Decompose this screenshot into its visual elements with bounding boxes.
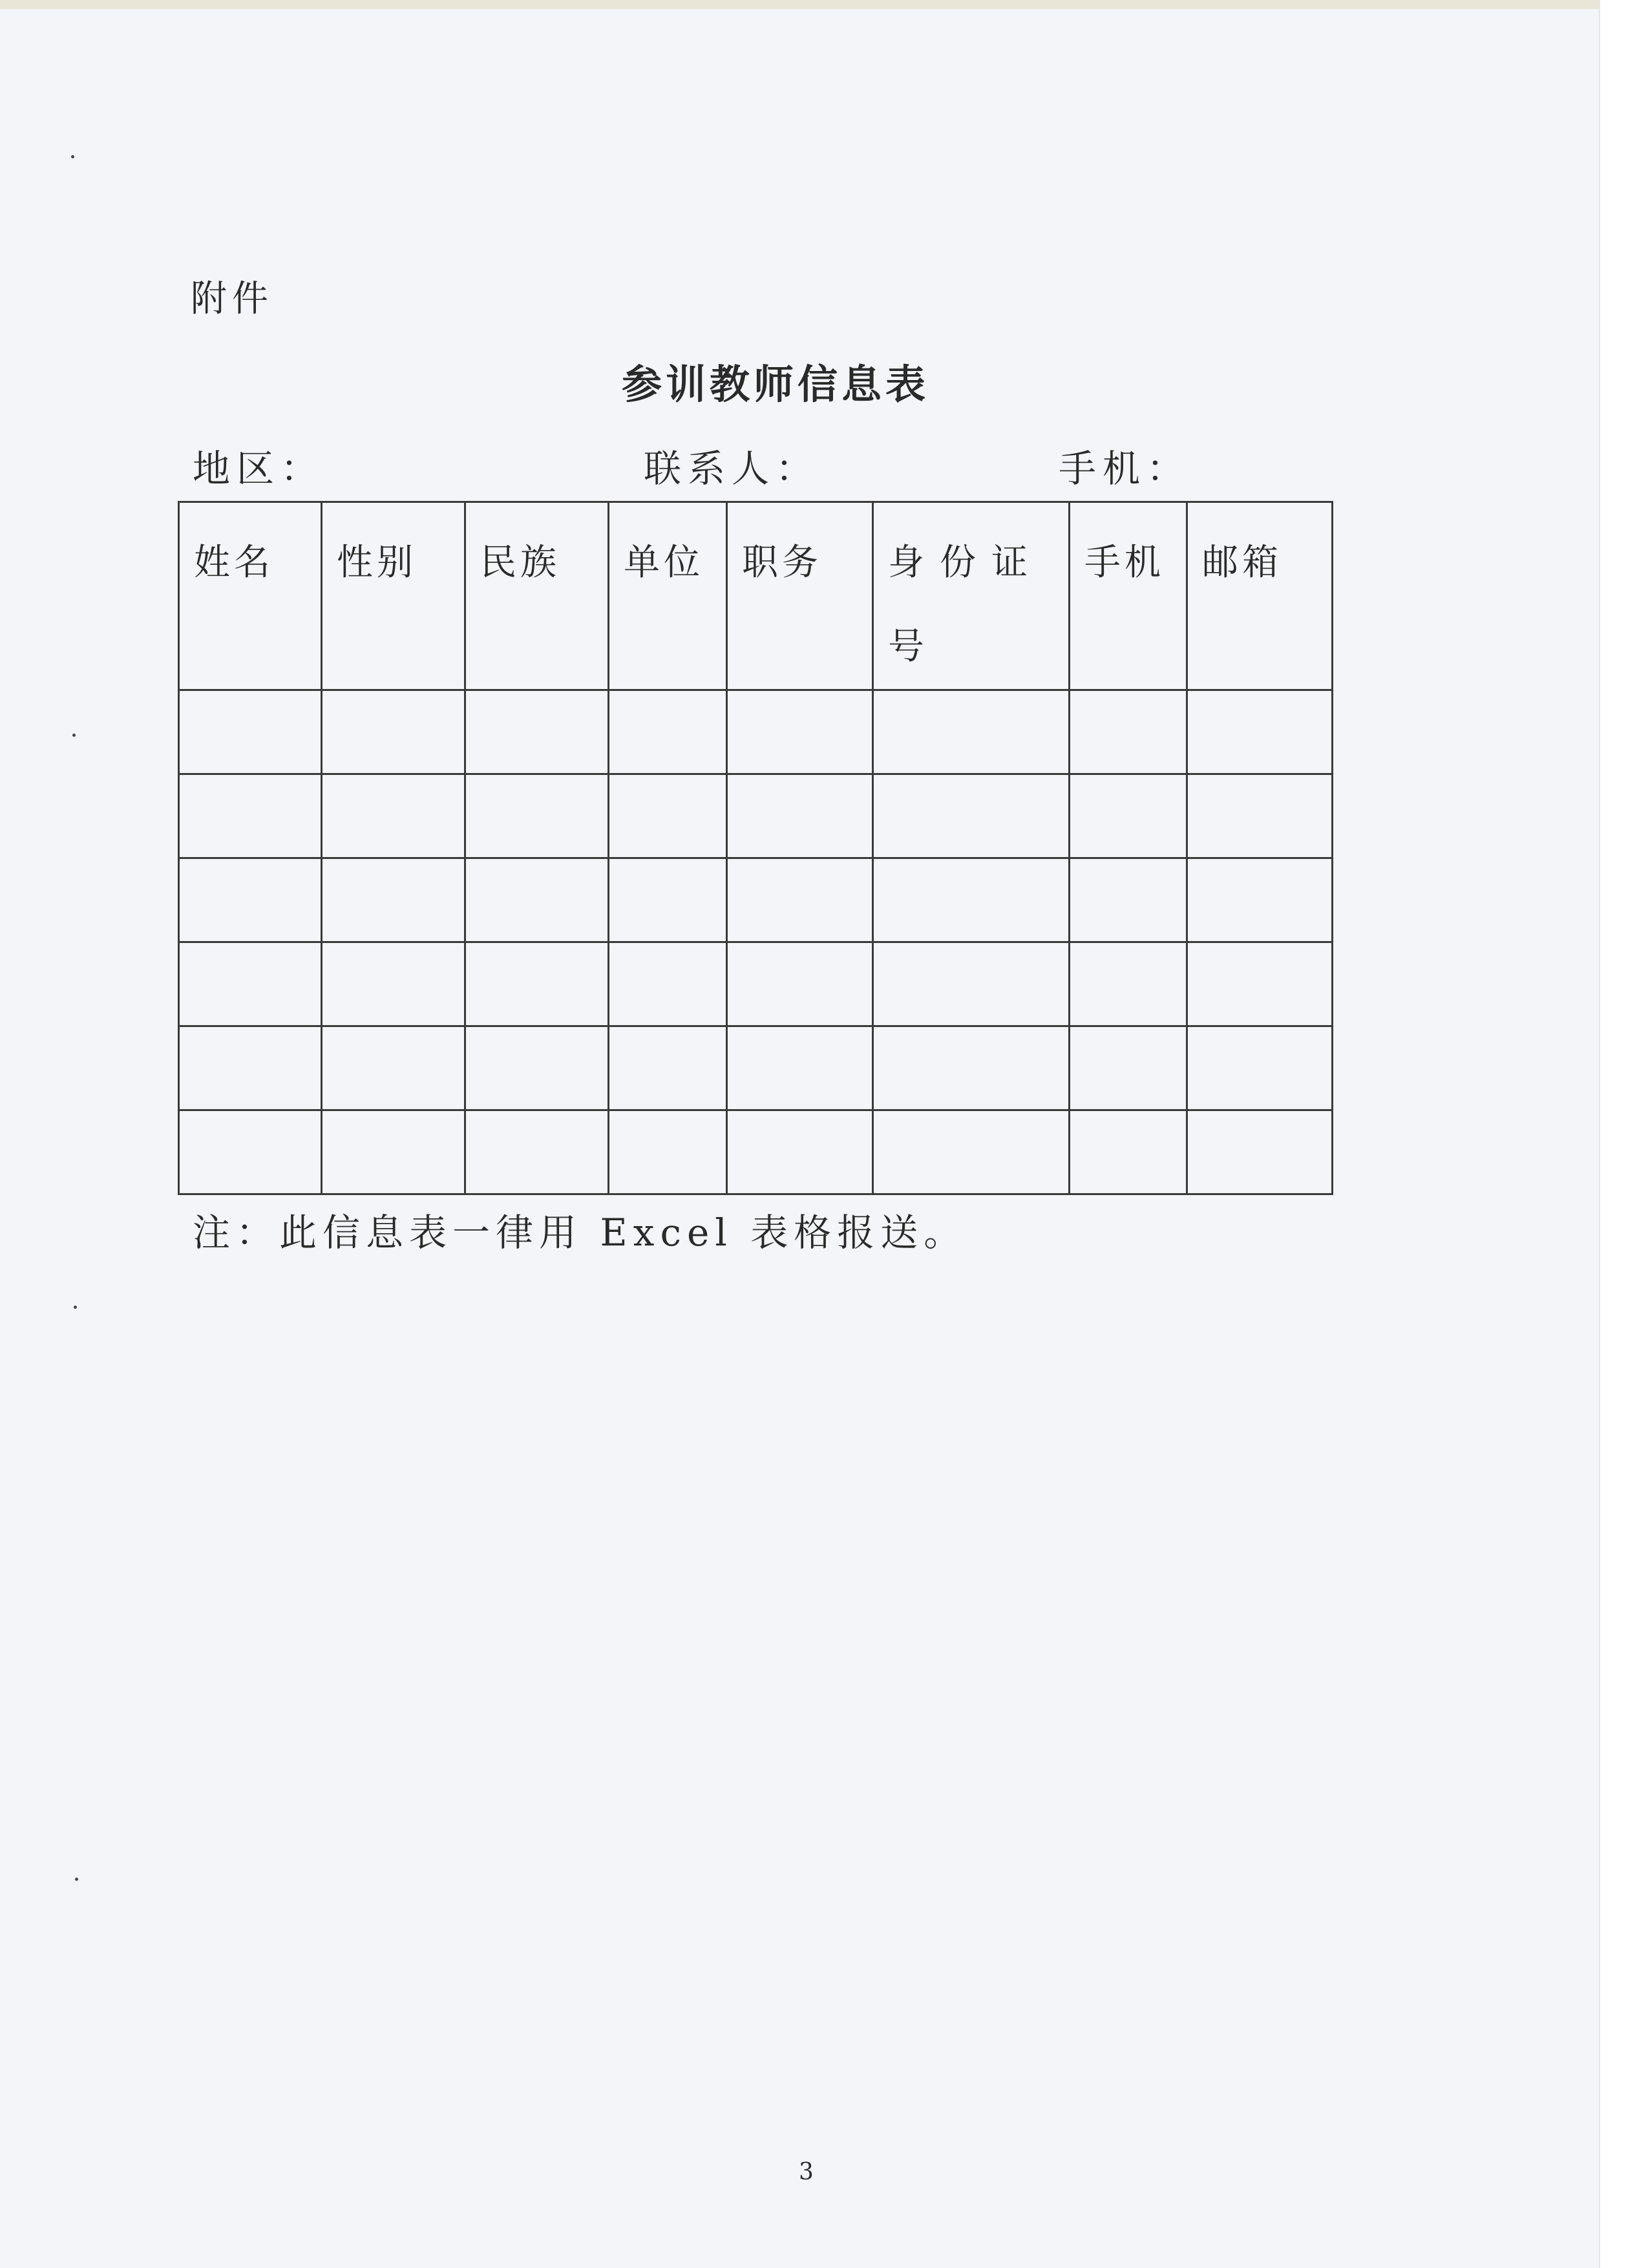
table-cell [1070,1110,1187,1194]
scan-speck [72,734,76,737]
contact-person-label: 联系人： [644,447,820,491]
scan-speck [71,155,74,158]
table-cell [727,942,873,1026]
table-cell [1187,942,1333,1026]
table-cell [609,942,727,1026]
table-cell [322,1026,465,1110]
header-id-number: 身份证号 [873,502,1070,690]
table-cell [609,858,727,942]
table-cell [1070,690,1187,774]
table-cell [465,942,609,1026]
table-cell [1070,1026,1187,1110]
table-cell [1070,774,1187,858]
table-cell [179,774,322,858]
table-row [179,942,1333,1026]
table-cell [465,1026,609,1110]
table-cell [465,858,609,942]
table-row [179,774,1333,858]
table-cell [179,942,322,1026]
table-cell [727,1026,873,1110]
teacher-info-table [178,501,1333,1195]
attachment-label: 附件 [191,278,273,320]
table-cell [322,690,465,774]
table-cell [1187,774,1333,858]
table-cell [873,858,1070,942]
table-cell [873,1026,1070,1110]
table-cell [1187,1026,1333,1110]
header-organization: 单位 [609,502,727,690]
table-cell [727,1110,873,1194]
phone-label: 手机： [1059,447,1191,491]
table-cell [465,690,609,774]
table-cell [609,1026,727,1110]
footnote: 注：此信息表一律用 Excel 表格报送。 [193,1211,967,1255]
header-gender: 性别 [322,502,465,690]
table-cell [322,774,465,858]
table-cell [727,774,873,858]
table-cell [609,690,727,774]
table-row [179,858,1333,942]
table-cell [1070,858,1187,942]
table-cell [465,1110,609,1194]
table-cell [179,858,322,942]
header-name: 姓名 [179,502,322,690]
scan-top-edge [0,0,1648,9]
scan-right-margin [1599,0,1648,2268]
scan-speck [75,1878,78,1881]
table-header-row [179,502,1333,690]
table-cell [465,774,609,858]
table-cell [1187,690,1333,774]
table-cell [179,690,322,774]
header-position: 职务 [727,502,873,690]
table-cell [1187,858,1333,942]
table-cell [873,690,1070,774]
table-cell [1070,942,1187,1026]
header-email: 邮箱 [1187,502,1333,690]
table-row [179,1026,1333,1110]
table-cell [609,1110,727,1194]
table-cell [322,858,465,942]
table-cell [873,1110,1070,1194]
scan-speck [74,1306,77,1309]
header-ethnicity: 民族 [465,502,609,690]
table-row [179,690,1333,774]
table-cell [179,1026,322,1110]
table-cell [609,774,727,858]
table-cell [727,690,873,774]
table-cell [873,942,1070,1026]
table-cell [873,774,1070,858]
table-cell [1187,1110,1333,1194]
region-label: 地区： [193,447,325,491]
page-number: 3 [799,2159,814,2185]
table-row [179,1110,1333,1194]
table-cell [322,1110,465,1194]
table-cell [727,858,873,942]
page-title: 参训教师信息表 [621,361,929,408]
table-cell [322,942,465,1026]
table-cell [179,1110,322,1194]
header-mobile: 手机 [1070,502,1187,690]
